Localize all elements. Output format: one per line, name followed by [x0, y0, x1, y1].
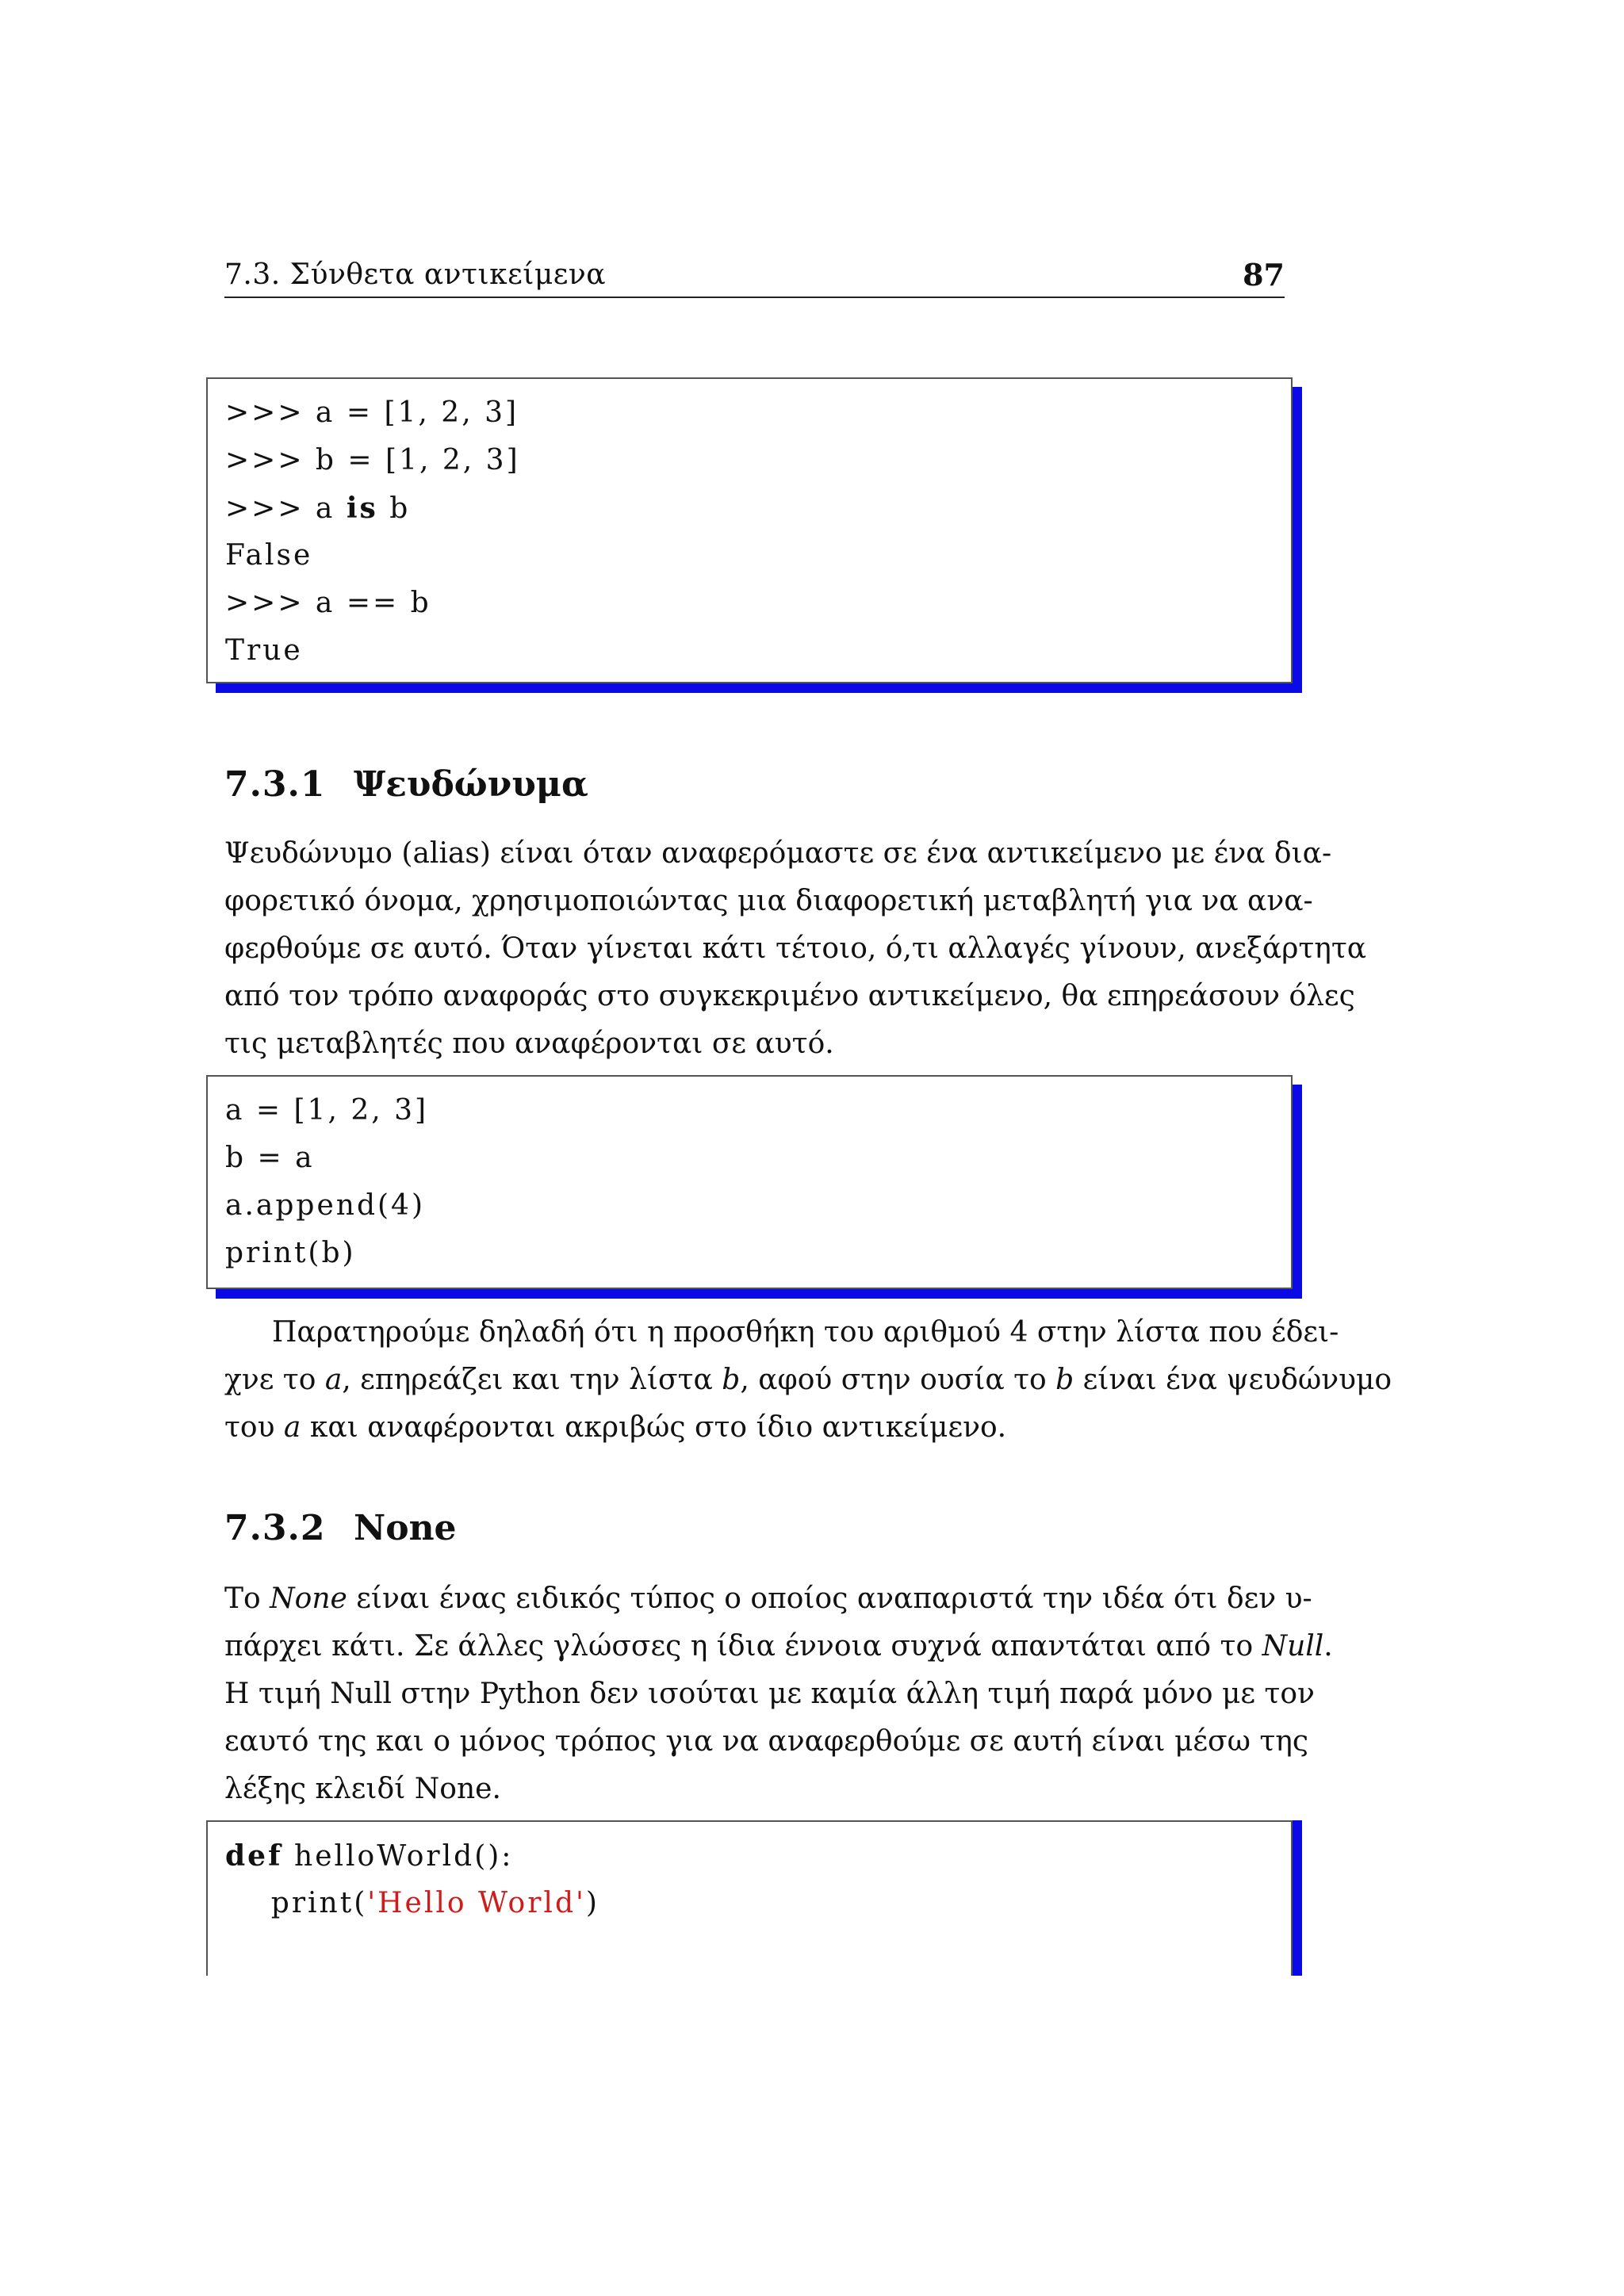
paragraph-line: από τον τρόπο αναφοράς στο συγκεκριμένο αντικείμενο, θα επηρεάσουν όλες — [224, 980, 1355, 1012]
code-text: ) — [585, 1887, 599, 1919]
code-keyword: def — [225, 1839, 283, 1873]
code-listing-alias — [206, 1075, 1293, 1289]
page-header — [224, 255, 1285, 298]
text-run: . — [1323, 1630, 1333, 1663]
section-heading-aliases — [224, 764, 588, 805]
page-number: 87 — [1243, 257, 1285, 293]
code-line: a.append(4) — [225, 1189, 425, 1222]
section-title: None — [354, 1508, 457, 1548]
paragraph-line: φερθούμε σε αυτό. Όταν γίνεται κάτι τέτοιο, ό,τι αλλαγές γίνουν, ανεξάρτητα — [224, 932, 1367, 965]
code-line: print(b) — [225, 1237, 356, 1269]
paragraph-line — [224, 1411, 1285, 1444]
section-heading-none — [224, 1508, 457, 1548]
code-text: print( — [225, 1887, 368, 1919]
text-run: Το — [224, 1582, 270, 1615]
paragraph-line: τις μεταβλητές που αναφέρονται σε αυτό. — [224, 1027, 834, 1060]
code-line — [225, 492, 410, 525]
code-line: a = [1, 2, 3] — [225, 1094, 429, 1127]
text-run: και αναφέρονται ακριβώς στο ίδιο αντικείμενο. — [301, 1411, 1007, 1444]
section-number: 7.3.2 — [224, 1508, 326, 1548]
variable-a: a — [324, 1364, 343, 1396]
code-text: helloWorld(): — [282, 1840, 514, 1873]
text-run: είναι ένας ειδικός τύπος ο οποίος αναπαριστά την ιδέα ότι δεν υ- — [347, 1582, 1312, 1615]
code-line — [225, 1887, 599, 1919]
text-run: , επηρεάζει και την λίστα — [342, 1364, 722, 1396]
code-listing-hello-world — [206, 1820, 1293, 1976]
code-line: >>> a == b — [225, 587, 431, 619]
paragraph-line: Ψευδώνυμο (alias) είναι όταν αναφερόμαστε σε ένα αντικείμενο με ένα δια- — [224, 837, 1332, 870]
running-title: 7.3. Σύνθετα αντικείμενα — [224, 258, 607, 291]
code-line: True — [225, 634, 303, 667]
variable-b: b — [1055, 1364, 1074, 1396]
paragraph-line: λέξης κλειδί None. — [224, 1773, 501, 1805]
code-line: False — [225, 539, 313, 572]
code-listing-identity — [206, 377, 1293, 683]
paragraph-line: φορετικό όνομα, χρησιμοποιώντας μια διαφορετική μεταβλητή για να ανα- — [224, 885, 1313, 917]
code-text: b — [377, 492, 411, 525]
code-line — [225, 1839, 513, 1873]
variable-b: b — [722, 1364, 741, 1396]
paragraph-line — [224, 1630, 1333, 1663]
code-string: 'Hello World' — [367, 1887, 586, 1919]
text-run: , αφού στην ουσία το — [740, 1364, 1056, 1396]
term-null: Null — [1262, 1630, 1324, 1663]
paragraph-line: Παρατηρούμε δηλαδή ότι η προσθήκη του αριθμού 4 στην λίστα που έδει- — [272, 1316, 1339, 1349]
text-run: του — [224, 1411, 284, 1444]
code-text: >>> a — [225, 492, 347, 525]
term-none: None — [270, 1582, 347, 1615]
paragraph-line — [224, 1582, 1312, 1615]
paragraph-line — [224, 1364, 1392, 1396]
code-line: >>> b = [1, 2, 3] — [225, 444, 520, 476]
paragraph-line: Η τιμή Null στην Python δεν ισούται με καμία άλλη τιμή παρά μόνο με τον — [224, 1678, 1315, 1710]
code-keyword: is — [346, 492, 378, 525]
section-number: 7.3.1 — [224, 764, 326, 805]
code-line: b = a — [225, 1142, 315, 1174]
text-run: χνε το — [224, 1364, 325, 1396]
text-run: είναι ένα ψευδώνυμο — [1074, 1364, 1392, 1396]
code-line: >>> a = [1, 2, 3] — [225, 396, 519, 429]
paragraph-line: εαυτό της και ο μόνος τρόπος για να αναφερθούμε σε αυτή είναι μέσω της — [224, 1725, 1309, 1758]
text-run: πάρχει κάτι. Σε άλλες γλώσσες η ίδια έννοια συχνά απαντάται από το — [224, 1630, 1262, 1663]
variable-a: a — [283, 1411, 301, 1444]
section-title: Ψευδώνυμα — [354, 764, 588, 805]
